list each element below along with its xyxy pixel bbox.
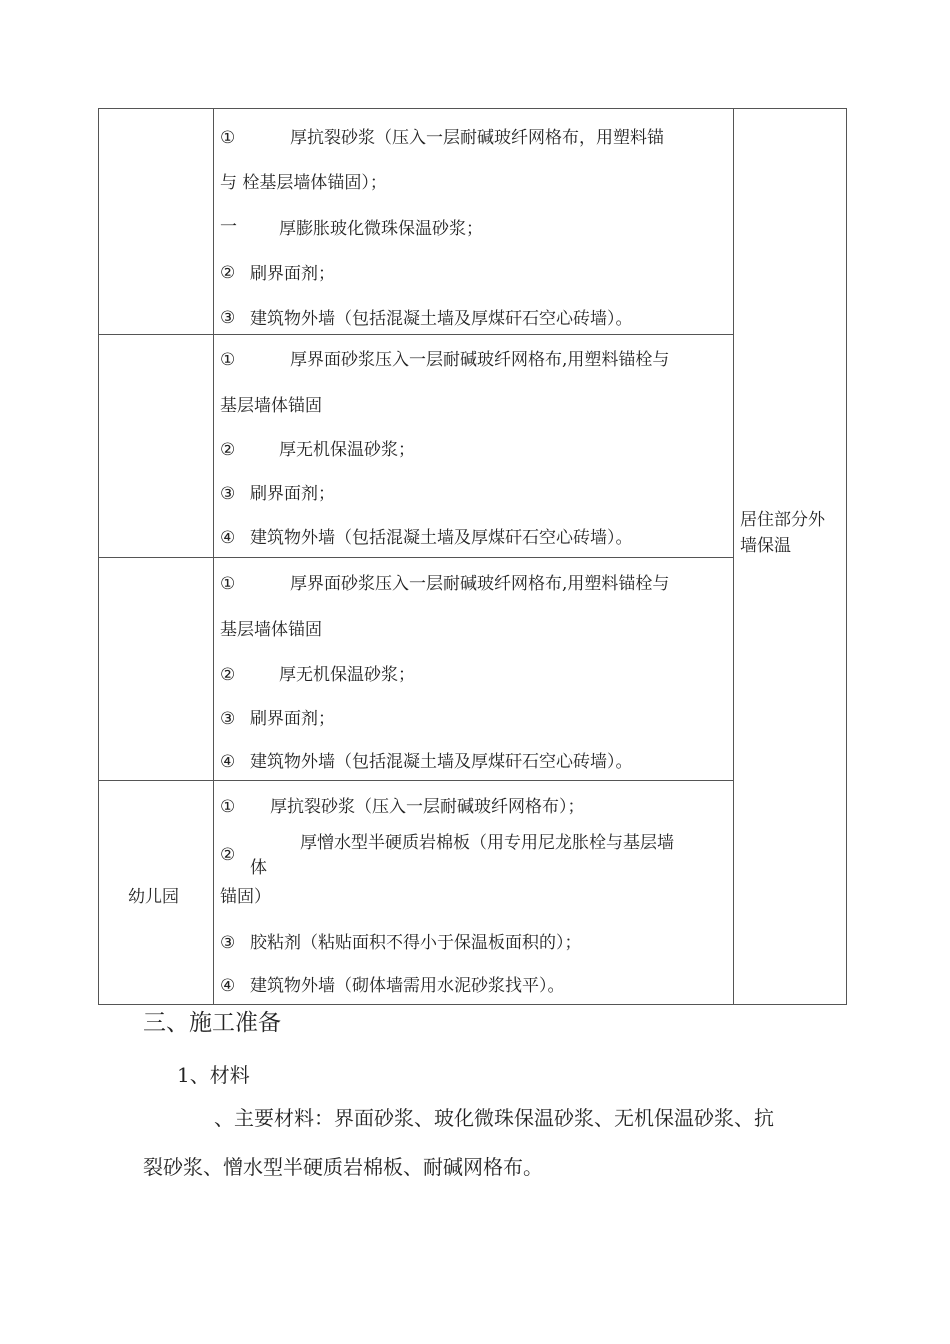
row2-l5-text: 建筑物外墙（包括混凝土墙及厚煤矸石空心砖墙）。 bbox=[250, 528, 633, 548]
row4-l5-text: 建筑物外墙（砌体墙需用水泥砂浆找平）。 bbox=[250, 976, 565, 996]
row2-l3-text: 厚无机保温砂浆； bbox=[279, 440, 415, 460]
row1-l3-text: 厚膨胀玻化微珠保温砂浆； bbox=[279, 219, 483, 239]
subsection-heading: 1、材料 bbox=[177, 1063, 250, 1087]
row1-l1-text: 厚抗裂砂浆（压入一层耐碱玻纤网格布，用塑料锚 bbox=[290, 128, 664, 148]
row1-l4-num: ② bbox=[220, 263, 236, 283]
row3-l4-num: ③ bbox=[220, 709, 236, 729]
row3-l2: 基层墙体锚固 bbox=[220, 620, 322, 640]
row3-l4-text: 刷界面剂； bbox=[250, 709, 335, 729]
row3-l3-text: 厚无机保温砂浆； bbox=[279, 665, 415, 685]
row4-l3: 锚固） bbox=[220, 887, 271, 907]
row4-l2-tail: 体 bbox=[250, 858, 267, 878]
row4-l2-num: ② bbox=[220, 845, 236, 865]
row1-l5-text: 建筑物外墙（包括混凝土墙及厚煤矸石空心砖墙）。 bbox=[250, 309, 633, 329]
row2-l4-num: ③ bbox=[220, 484, 236, 504]
row4-l1-num: ① bbox=[220, 797, 236, 817]
table-row-divider-2 bbox=[98, 557, 734, 558]
table-row-divider-1 bbox=[98, 334, 734, 335]
row3-l1-text: 厚界面砂浆压入一层耐碱玻纤网格布,用塑料锚栓与 bbox=[290, 574, 670, 594]
row4-l4-text: 胶粘剂（粘贴面积不得小于保温板面积的）； bbox=[250, 933, 582, 953]
table-border-bottom bbox=[98, 1004, 847, 1005]
row2-l1-num: ① bbox=[220, 350, 236, 370]
row3-l1-num: ① bbox=[220, 574, 236, 594]
paragraph-line-2: 裂砂浆、憎水型半硬质岩棉板、耐碱网格布。 bbox=[143, 1155, 543, 1179]
table-border-right bbox=[846, 108, 847, 1005]
table-row-divider-3 bbox=[98, 780, 734, 781]
section-heading: 三、施工准备 bbox=[143, 1010, 281, 1036]
row1-l3-num: 一 bbox=[220, 217, 237, 237]
row4-l1-text: 厚抗裂砂浆（压入一层耐碱玻纤网格布）； bbox=[270, 797, 585, 817]
row3-l5-text: 建筑物外墙（包括混凝土墙及厚煤矸石空心砖墙）。 bbox=[250, 752, 633, 772]
merged-cell-line-1: 居住部分外 bbox=[740, 510, 825, 530]
row4-l2-text: 厚憎水型半硬质岩棉板（用专用尼龙胀栓与基层墙 bbox=[300, 833, 674, 853]
row2-l5-num: ④ bbox=[220, 528, 236, 548]
row1-l1-num: ① bbox=[220, 128, 236, 148]
row3-l5-num: ④ bbox=[220, 752, 236, 772]
row2-l4-text: 刷界面剂； bbox=[250, 484, 335, 504]
row1-l5-num: ③ bbox=[220, 308, 236, 328]
row2-l1-text: 厚界面砂浆压入一层耐碱玻纤网格布,用塑料锚栓与 bbox=[290, 350, 670, 370]
row2-l2: 基层墙体锚固 bbox=[220, 396, 322, 416]
row4-l5-num: ④ bbox=[220, 976, 236, 996]
row1-l2: 与 栓基层墙体锚固）； bbox=[220, 173, 387, 193]
row2-l3-num: ② bbox=[220, 440, 236, 460]
merged-cell-line-2: 墙保温 bbox=[740, 536, 791, 556]
paragraph-line-1: 、主要材料：界面砂浆、玻化微珠保温砂浆、无机保温砂浆、抗 bbox=[214, 1106, 774, 1130]
row4-l4-num: ③ bbox=[220, 933, 236, 953]
table-border-top bbox=[98, 108, 847, 109]
row3-l3-num: ② bbox=[220, 665, 236, 685]
row1-l4-text: 刷界面剂； bbox=[250, 264, 335, 284]
row4-col1-label: 幼儿园 bbox=[128, 887, 179, 907]
